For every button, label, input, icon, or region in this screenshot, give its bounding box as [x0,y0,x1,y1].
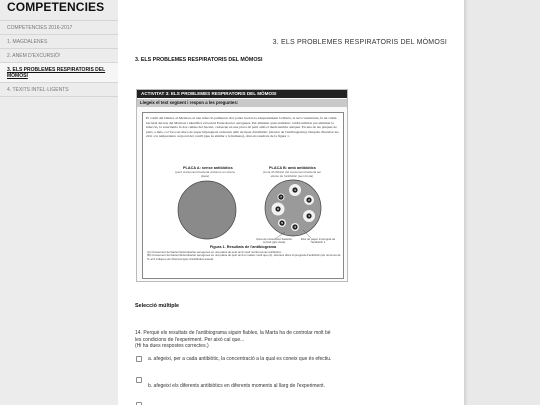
figure-caption: Figura 1. Resultats de l'antibiograma [209,245,277,249]
plate-b-label: PLACA B: amb antibiòtics [269,166,316,170]
question-14-line-3: (Hi ha dues respostes correctes.) [135,343,209,349]
disc-number-6: 6 [277,208,279,211]
activity-text-box [142,112,344,279]
disc-number-1: 1 [294,189,296,192]
zone-annotation: Zona de creixement bacterià normal (gris clara) [256,237,292,245]
option-a-checkbox[interactable] [136,356,142,362]
plate-a-sub: (però creixement bacterià uniforme en tota la placa) [175,170,235,178]
multiple-choice-title: Selecció múltiple [135,303,180,309]
option-b-label[interactable]: b. afegeixi els diferents antibiòtics en diferents moments al llarg de l'experiment. [148,383,325,389]
disc-number-3: 3 [308,215,310,218]
antibiogram-figure [145,166,341,276]
plate-a [178,181,236,239]
disc-number-2: 2 [308,199,310,202]
disc-number-7: 7 [280,196,282,199]
plate-b-sub: (zona d'inhibició del creixement bacterià per efecte de l'antibiòtic (sem bruta) [262,170,322,178]
page-header-title: 3. ELS PROBLEMES RESPIRATORIS DEL MÒMOSI [272,39,447,46]
disc-annotation: Disc de paper impregnat de l'antibiòtic 1 [300,237,336,245]
plate-a-label: PLACA A: sense antibiòtics [183,166,233,170]
sidebar-item-magdalenes[interactable]: 1. MAGDALENES [0,34,118,48]
figure-legend-b: (B) Creixement del bacteri Enterobacter aerogenes en una placa de petri amb el mateix medi que (A), diversos discs impregnats d'antibiòtic (els números de l'1 al 6 indiquen els diversos tipus d'antibiòtics tested). [147,253,341,261]
option-a-label[interactable]: a. afegeixi, per a cada antibiòtic, la concentració a la qual es coneix que és efectiu. [148,356,332,362]
sidebar-menu [0,20,118,97]
site-title[interactable]: COMPETENCIES [7,0,105,14]
question-14-line-2: les condicions de l'experiment. Per això cal que... [135,336,245,343]
sidebar [0,0,118,405]
question-14 [135,330,455,350]
sidebar-item-competencies[interactable]: COMPETENCIES 2016-2017 [0,20,118,34]
page-shadow [464,0,468,405]
question-14-line-1: 14. Perquè els resultats de l'antibiograma siguin fiables, la Marta ha de controlar molt bé [135,330,331,336]
sidebar-item-texits[interactable]: 4. TEXITS INTEL·LIGENTS [0,82,118,97]
main-page [118,0,464,405]
sidebar-item-problemes-respiratoris[interactable]: 3. ELS PROBLEMES RESPIRATORIS DEL MÒMOSI [0,62,118,82]
disc-number-4: 4 [294,226,296,229]
activity-figure [136,89,348,282]
figure-legend-a: (A) Creixement del bacteri Enterobacter aerogenes en una placa de petri amb medi nutritiu sense antibiòtics. [147,250,282,254]
activity-subtitle: Llegeix el text següent i respon a les preguntes: [137,99,347,107]
activity-title: ACTIVITAT 3: ELS PROBLEMES RESPIRATORIS DEL MÒMOSI [137,90,347,98]
disc-number-5: 5 [281,222,283,225]
petri-plates [145,166,341,246]
option-b-checkbox[interactable] [136,377,142,383]
activity-paragraph: El conill del Daniel, el Mòmosi, té una infecció pulmonar. Per poder tractar-la adequadament la Marta, la seva veterinària, fa un cultiu bacterià del nas del Mòmosi i identifica el bacteri Enterobacter aerogenes. Per eliminar quin antibiòtic caldrà utilitzar per eliminar la infecció, la veterinària fa dos cultius del bacteri, cadascun en una placa de petri amb el medi nutritiu adequat. En una de les plaques de petri, a més, col·loca set discs de paper impregnats cadascun amb un tipus d'antibiòtic (tècnica de l'antibiograma). Després d'incubar les 24 h a la temperatura corporal del conill (que és similar a la humana), obté els resultats de la figura 1. [146,116,339,139]
sidebar-item-excursio[interactable]: 2. ANEM D'EXCURSIÓ! [0,48,118,62]
figure-legend [147,251,341,261]
page-title: 3. ELS PROBLEMES RESPIRATORIS DEL MÒMOSI [135,57,263,63]
